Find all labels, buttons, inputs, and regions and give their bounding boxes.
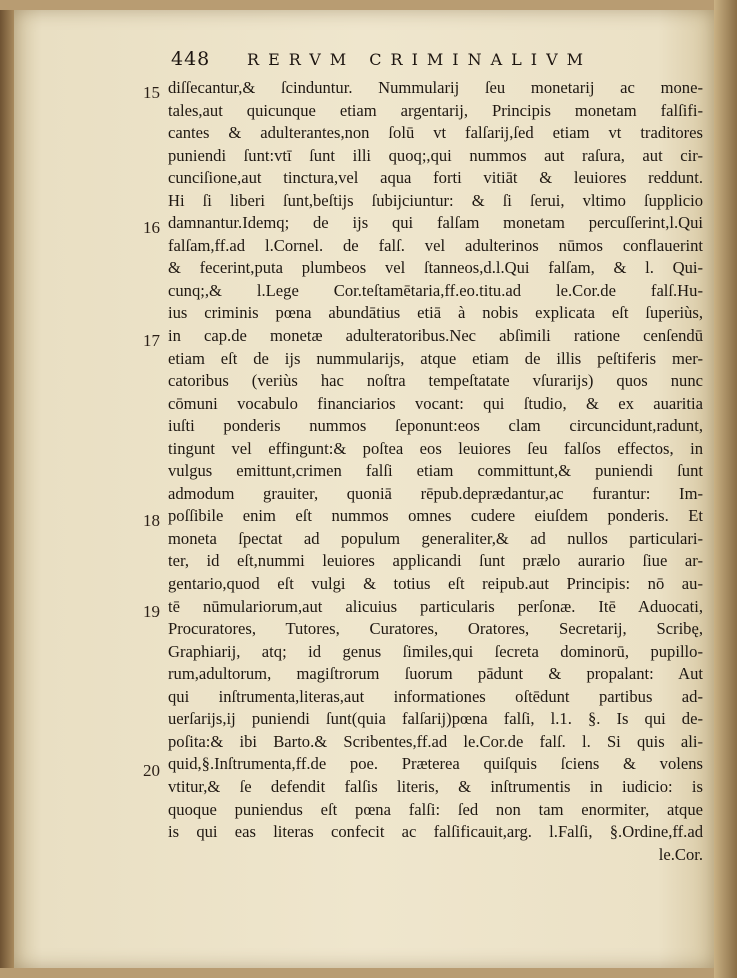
margin-number: 18 [143, 511, 160, 530]
text-line: ius criminis pœna abundātius etiā à nobis explicata eſt ſuperiùs, [168, 303, 703, 323]
text-line: quid,§.Inſtrumenta,ff.de poe. Præterea quiſquis ſciens & volens [168, 754, 703, 774]
text-line: cantes & adulterantes,non ſolū vt falſarij,ſed etiam vt traditores [168, 123, 703, 143]
text-line: damnantur.Idemq; de ijs qui falſam monetam percuſſerint,l.Qui [168, 213, 703, 233]
text-line: is qui eas literas confecit ac falſificauit,arg. l.Falſi, §.Ordine,ff.ad [168, 822, 703, 842]
text-line: vtitur,& ſe defendit falſis literis, & inſtrumentis in iudicio: is [168, 776, 703, 796]
text-line: iuſti ponderis nummos ſeponunt:eos clam circuncidunt,radunt, [168, 416, 703, 436]
text-line: in cap.de monetæ adulteratoribus.Nec abſimili ratione cenſendū [168, 326, 703, 346]
text-line: Hi ſi liberi ſunt,beſtijs ſubijciuntur: & ſi ſerui, vltimo ſupplicio [168, 190, 703, 210]
running-header [171, 48, 731, 78]
text-line: poſſibile enim eſt nummos omnes cudere eiuſdem ponderis. Et [168, 506, 703, 526]
text-line: qui inſtrumenta,literas,aut informationes oſtēdunt partibus ad- [168, 686, 703, 706]
text-line: Graphiarij, atq; id genus ſimiles,qui ſecreta dominorū, pupillo- [168, 641, 703, 661]
text-line: admodum grauiter, quoniā rēpub.deprædantur,ac furantur: Im- [168, 483, 703, 503]
text-line: gentario,quod eſt vulgi & totius eſt reipub.aut Principis: nō au- [168, 574, 703, 594]
text-line: vulgus emittunt,crimen falſi etiam committunt,& puniendi ſunt [168, 461, 703, 481]
text-line: falſam,ff.ad l.Cornel. de falſ. vel adulterinos nūmos conflauerint [168, 235, 703, 255]
body-text [168, 77, 703, 866]
margin-number: 17 [143, 331, 160, 350]
text-line: rum,adultorum, magiſtrorum ſuorum pādunt & propalant: Aut [168, 664, 703, 684]
text-line: catoribus (veriùs hac noſtra tempeſtatate vſurarijs) quos nunc [168, 371, 703, 391]
page-number: 448 [171, 48, 211, 70]
text-line: Procuratores, Tutores, Curatores, Oratores, Secretarij, Scribę, [168, 619, 703, 639]
text-line: uerſarijs,ij puniendi ſunt(quia falſarij)pœna falſi, l.1. §. Is qui de- [168, 709, 703, 729]
text-line: etiam eſt de ijs nummularijs, atque etiam de illis peſtiferis mer- [168, 348, 703, 368]
text-line: quoque puniendus eſt pœna falſi: ſed non tam enormiter, atque [168, 799, 703, 819]
text-line-catchword: le.Cor. [658, 844, 703, 864]
text-line: tingunt vel effingunt:& poſtea eos leuiores ſeu falſos effectos, in [168, 438, 703, 458]
text-line: puniendi ſunt:vtī ſunt illi quoq;,qui nummos aut raſura, aut cir- [168, 145, 703, 165]
text-line: tales,aut quicunque etiam argentarij, Principis monetam falſifi- [168, 100, 703, 120]
margin-number: 19 [143, 602, 160, 621]
text-line: ter, id eſt,nummi leuiores applicandi ſunt prælo aurario ſiue ar- [168, 551, 703, 571]
margin-number: 16 [143, 218, 160, 237]
text-line: cunq;,& l.Lege Cor.teſtamētaria,ff.eo.titu.ad le.Cor.de falſ.Hu- [168, 280, 703, 300]
running-title: RERVM CRIMINALIVM [247, 50, 593, 69]
margin-number: 15 [143, 83, 160, 102]
text-line: & fecerint,puta plumbeos vel ſtanneos,d.l.Qui falſam, & l. Qui- [168, 258, 703, 278]
book-gutter [0, 10, 14, 968]
text-line: poſita:& ibi Barto.& Scribentes,ff.ad le.Cor.de falſ. l. Si quis ali- [168, 731, 703, 751]
page-edge [714, 0, 737, 978]
text-line: diſſecantur,& ſcinduntur. Nummularij ſeu monetarij ac mone- [168, 78, 703, 97]
text-line: cunciſione,aut tinctura,vel aqua forti vitiāt & leuiores reddunt. [168, 168, 703, 188]
text-line: moneta ſpectat ad populum generaliter,& ad nullos particulari- [168, 528, 703, 548]
text-line: cōmuni vocabulo financiarios vocant: qui ſtudio, & ex auaritia [168, 393, 703, 413]
text-line: tē nūmulariorum,aut alicuius particularis perſonæ. Itē Aduocati, [168, 596, 703, 616]
margin-number: 20 [143, 761, 160, 780]
